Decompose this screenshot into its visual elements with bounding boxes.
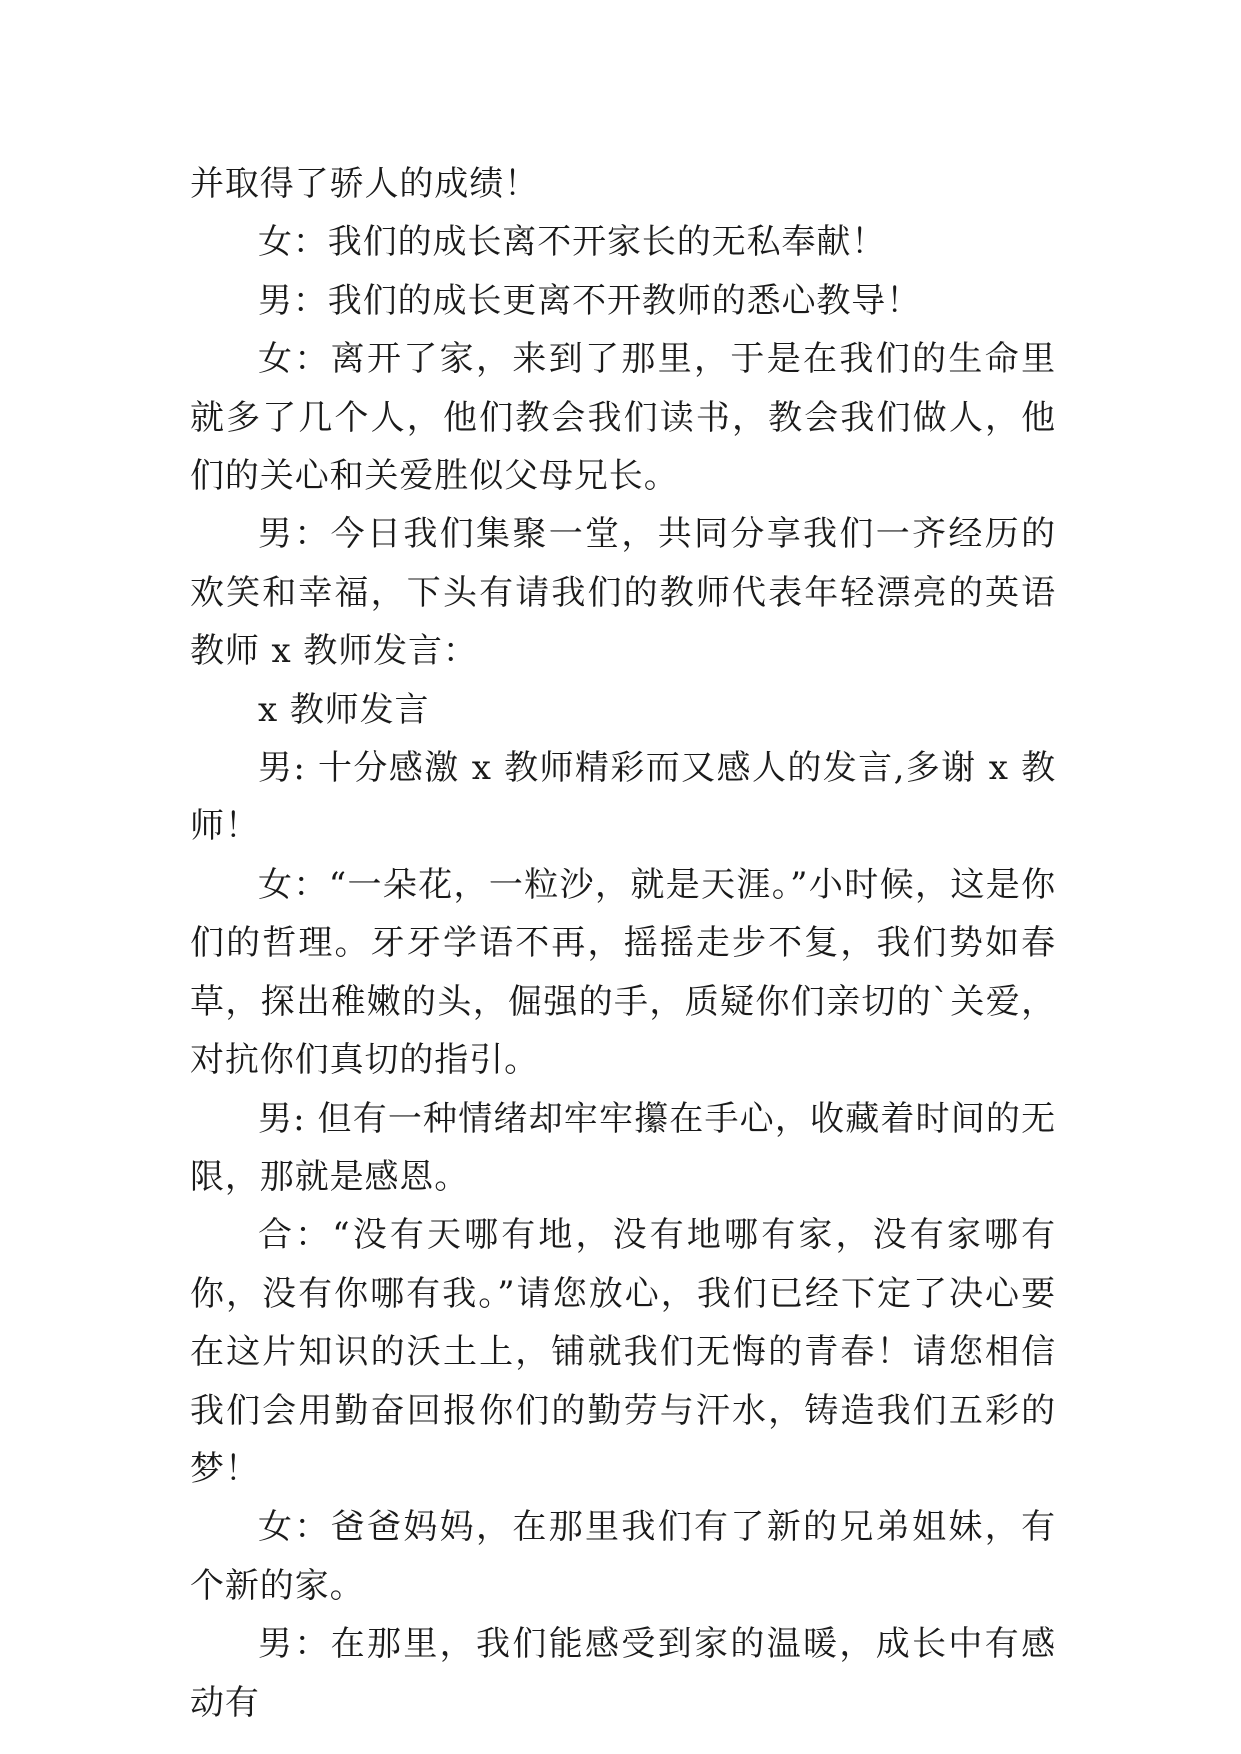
- paragraph-male-line-4: 男: 但有一种情绪却牢牢攥在手心，收藏着时间的无限，那就是感恩。: [190, 1098, 1056, 1197]
- document-body: [190, 155, 1056, 1732]
- paragraph-female-line-4: 女：爸爸妈妈，在那里我们有了新的兄弟姐妹，有个新的家。: [190, 1507, 1056, 1606]
- paragraph-female-line-2: 女：离开了家，来到了那里，于是在我们的生命里就多了几个人，他们教会我们读书，教会我们做人，他们的关心和关爱胜似父母兄长。: [190, 339, 1056, 497]
- paragraph-female-line-3: 女：“一朵花，一粒沙，就是天涯。”小时候，这是你们的哲理。牙牙学语不再，摇摇走步不复，我们势如春草，探出稚嫩的头，倔强的手，质疑你们亲切的`关爱，对抗你们真切的指引。: [190, 864, 1056, 1081]
- paragraph-male-line-2: 男：今日我们集聚一堂，共同分享我们一齐经历的欢笑和幸福，下头有请我们的教师代表年轻漂亮的英语教师 x 教师发言：: [190, 514, 1056, 672]
- paragraph-male-line-3: 男: 十分感激 x 教师精彩而又感人的发言,多谢 x 教师！: [190, 748, 1056, 847]
- paragraph-continuation: 并取得了骄人的成绩！: [190, 164, 539, 204]
- paragraph-male-line-5: 男：在那里，我们能感受到家的温暖，成长中有感动有: [190, 1624, 1056, 1723]
- paragraph-male-line-1: 男：我们的成长更离不开教师的悉心教导！: [258, 280, 922, 321]
- paragraph-female-line-1: 女：我们的成长离不开家长的无私奉献！: [258, 222, 887, 263]
- paragraph-together-line: 合：“没有天哪有地，没有地哪有家，没有家哪有你，没有你哪有我。”请您放心，我们已经下定了决心要在这片知识的沃土上，铺就我们无悔的青春！请您相信我们会用勤奋回报你们的勤劳与汗水，铸造我们五彩的梦！: [190, 1215, 1056, 1489]
- paragraph-teacher-speech: x 教师发言: [258, 689, 430, 730]
